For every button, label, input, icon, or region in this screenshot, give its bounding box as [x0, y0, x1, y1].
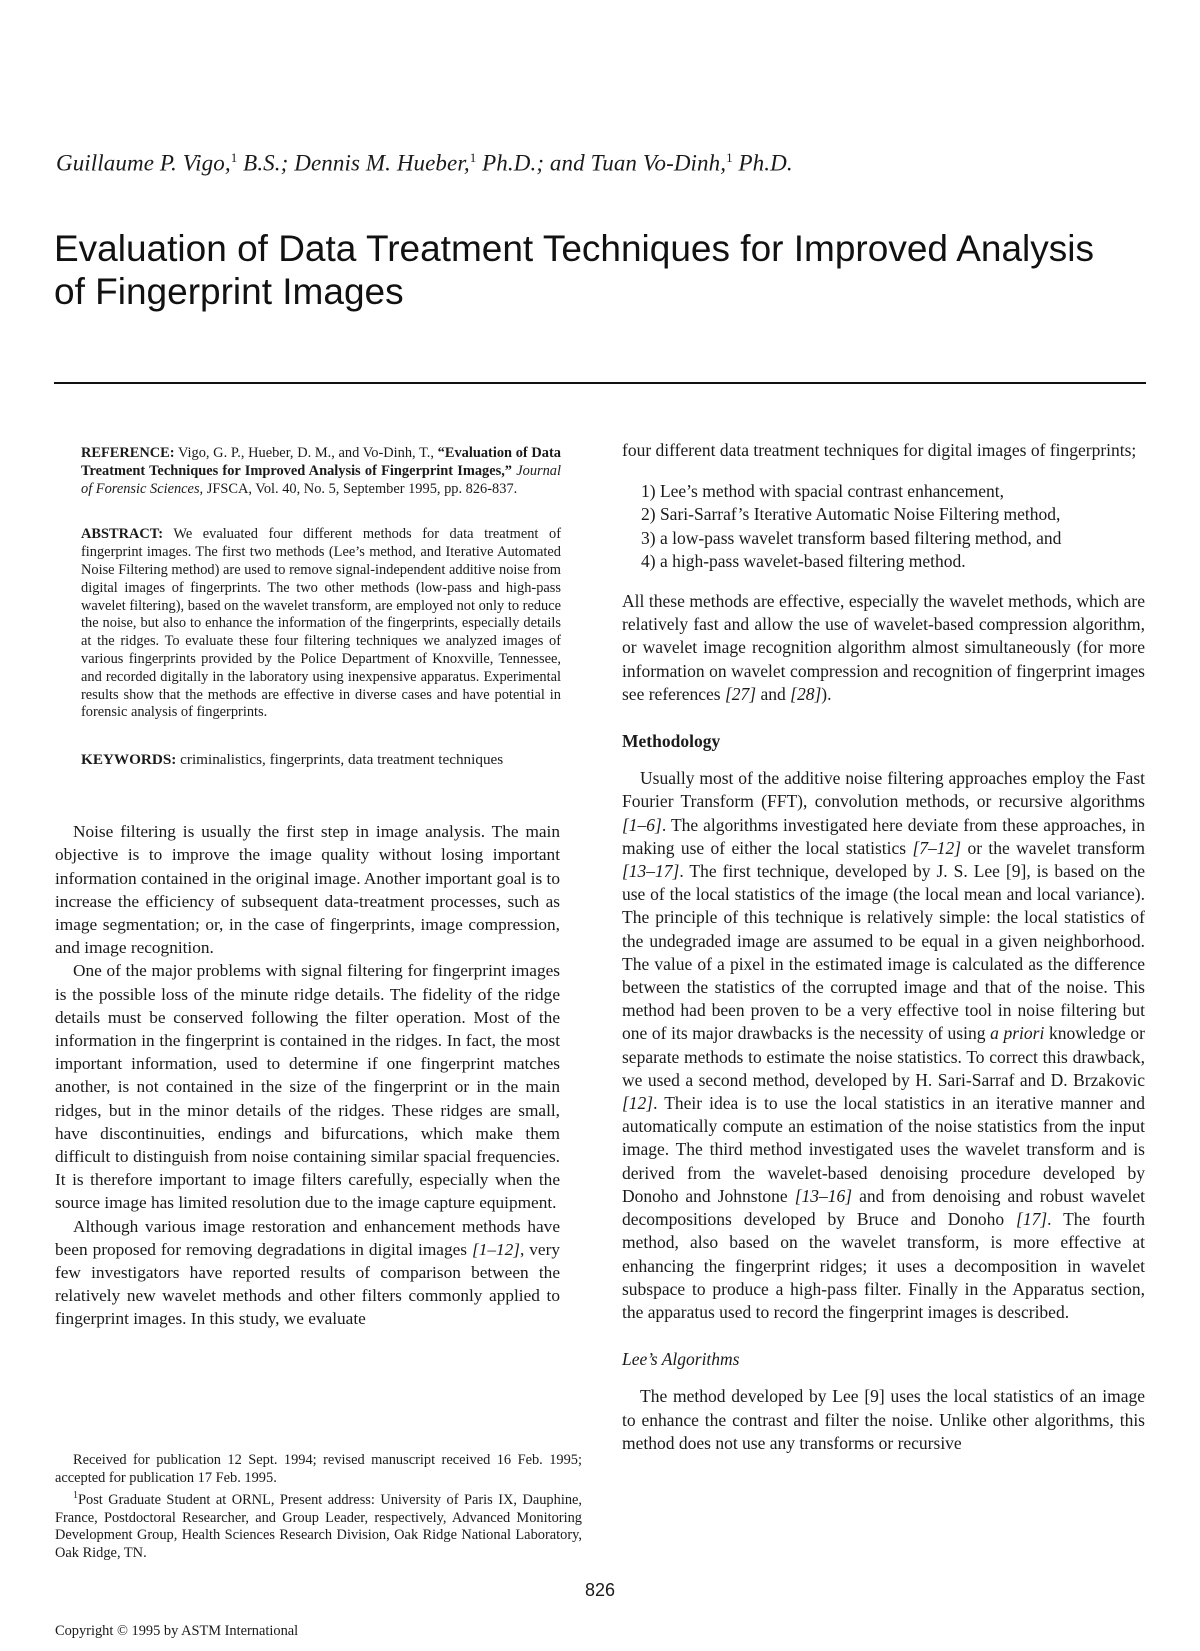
affiliation-text: Post Graduate Student at ORNL, Present address: University of Paris IX, Dauphine, France, Postdoctoral Researcher, and Group Leader, respectively, Advanced Monitoring Development Group, Health Sciences Research Division, Oak Ridge National Laboratory, Oak Ridge, TN. — [55, 1491, 582, 1561]
methods-list — [641, 480, 1145, 573]
list-item: 2) Sari-Sarraf’s Iterative Automatic Noise Filtering method, — [641, 504, 1061, 525]
abstract-label: ABSTRACT: — [81, 526, 164, 543]
affiliation-mark: 1 — [726, 150, 733, 165]
citation-ref: [27] — [724, 683, 757, 704]
paragraph-text: and from denoising and robust wavelet decompositions developed by Bruce and Donoho — [622, 1185, 1145, 1230]
title-line-1: Evaluation of Data Treatment Techniques for Improved Analysis — [54, 228, 1094, 269]
citation-ref: [12] — [622, 1093, 654, 1114]
paragraph-text: . The algorithms investigated here deviate from these approaches, in making use of either the local statistics — [622, 814, 1145, 858]
citation-ref: [1–12] — [471, 1239, 520, 1259]
author-degree: B.S.; — [237, 150, 295, 176]
intro-paragraph-1: Noise filtering is usually the first step in image analysis. The main objective is to improve the image quality without losing important information contained in the original image. Another important goal is to increase the efficiency of subsequent data-treatment processes, such as image segmentation; or, in the case of fingerprints, image compression, and image recognition. — [55, 822, 560, 958]
intro-paragraph-3 — [55, 1215, 560, 1331]
abstract-block — [81, 526, 561, 722]
paragraph-text: knowledge or separate methods to estimate the noise statistics. To correct this drawback, we used a second method, developed by H. Sari-Sarraf and D. Brzakovic — [622, 1023, 1145, 1090]
keywords-text: criminalistics, fingerprints, data treatment techniques — [176, 751, 504, 769]
citation-ref: [13–17] — [622, 861, 680, 882]
list-item: 3) a low-pass wavelet transform based filtering method, and — [641, 527, 1062, 548]
section-heading-methodology: Methodology — [622, 731, 721, 752]
methods-summary-paragraph — [622, 590, 1145, 706]
citation-ref: [7–12] — [912, 837, 962, 858]
paragraph-text: Although various image restoration and enhancement methods have been proposed for removing degradations in digital images — [55, 1216, 560, 1259]
intro-paragraph-2: One of the major problems with signal filtering for fingerprint images is the possible loss of the minute ridge details. The fidelity of the ridge details must be conserved following the filter operation. Most of the information in the fingerprint is contained in the ridges. In fact, the most important information, used to determine if one fingerprint matches another, is not contained in the size of the fingerprint or in the main ridges, but in the minor details of the ridges. These ridges are small, have discontinuities, endings and bifurcations, which make them difficult to distinguish from noise containing similar spacial frequencies. It is therefore important to image filters carefully, especially when the source image has limited resolution due to the image capture equipment. — [55, 961, 560, 1213]
introduction — [55, 820, 560, 1330]
paragraph-text: . The fourth method, also based on the wavelet transform, is more effective at enhancing the fingerprint ridges; it uses a decomposition in wavelet subspace to produce a high-pass filter. Finally in the Apparatus section, the apparatus used to record the fingerprint images is described. — [622, 1209, 1145, 1322]
citation-ref: [17] — [1016, 1209, 1048, 1230]
paragraph-text: and — [756, 683, 791, 704]
paragraph-text: or the wavelet transform — [961, 837, 1145, 858]
paragraph-text: . The first technique, developed by J. S. Lee [9], is based on the use of the local statistics of the image (the local mean and local variance). The principle of this technique is relatively simple: the local statistics of the undegraded image are assumed to be equal in a given neighborhood. The value of a pixel in the estimated image is calculated as the difference between the statistics of the corrupted image and that of the noise. This method had been proven to be a very effective tool in noise filtering but one of its major drawbacks is the necessity of using — [622, 861, 1145, 1044]
title-line-2: of Fingerprint Images — [54, 271, 404, 312]
author-degree: Ph.D. — [732, 150, 793, 176]
citation-ref: [13–16] — [794, 1185, 853, 1206]
reference-citation: JFSCA, Vol. 40, No. 5, September 1995, pp. 826-837. — [203, 480, 518, 497]
affiliation-mark: 1 — [469, 150, 477, 165]
right-column — [622, 439, 1145, 1455]
continued-paragraph: four different data treatment techniques for digital images of fingerprints; — [622, 440, 1137, 460]
page-number: 826 — [584, 1580, 616, 1600]
abstract-text: We evaluated four different methods for data treatment of fingerprint images. The first two methods (Lee’s method, and Iterative Automated Noise Filtering method) are used to remove signal-independent additive noise from digital images of fingerprints. The two other methods (low-pass and high-pass wavelet filtering), based on the wavelet transform, are employed not only to reduce the noise, but also to enhance the information of the fingerprints, especially details at the ridges. To evaluate these four filtering techniques we analyzed images of various fingerprints provided by the Police Department of Knoxville, Tennessee, and recorded digitally in the laboratory using inexpensive apparatus. Experimental results show that the methods are effective in diverse cases and have potential in forensic analysis of fingerprints. — [81, 526, 561, 721]
author-name: Guillaume P. Vigo, — [56, 150, 231, 176]
footnotes — [55, 1452, 582, 1562]
list-item: 1) Lee’s method with spacial contrast enhancement, — [641, 481, 1004, 502]
emphasis: a priori — [990, 1023, 1045, 1044]
paragraph-text: , very few investigators have reported results of comparison between the relatively new wavelet methods and other filters commonly applied to fingerprint images. In this study, we evaluate — [55, 1239, 560, 1329]
footnote-mark: 1 — [73, 1490, 78, 1502]
keywords-label: KEYWORDS: — [81, 751, 177, 769]
keywords-block — [81, 750, 561, 769]
reference-authors: Vigo, G. P., Hueber, D. M., and Vo-Dinh, T., — [174, 445, 438, 461]
paragraph-text: All these methods are effective, especially the wavelet methods, which are relatively fast and allow the use of wavelet-based compression algorithm, or wavelet image recognition algorithm almost simultaneously (for more information on wavelet compression and recognition of fingerprint images see references — [622, 591, 1145, 704]
author-line — [56, 150, 1156, 177]
lee-paragraph: The method developed by Lee [9] uses the local statistics of an image to enhance the contrast and filter the noise. Unlike other algorithms, this method does not use any transforms or recursive — [622, 1386, 1145, 1453]
citation-ref: [28] — [790, 683, 822, 704]
reference-label: REFERENCE: — [81, 445, 175, 461]
affiliation-note — [55, 1487, 582, 1562]
subsection-heading-lee: Lee’s Algorithms — [622, 1349, 740, 1370]
author-degree: Ph.D.; and — [476, 150, 591, 176]
reference-title: “Evaluation of Data Treatment Techniques for Improved Analysis of Fingerprint Images,” — [81, 445, 561, 479]
list-item: 4) a high-pass wavelet-based filtering method. — [641, 550, 966, 571]
title-divider — [54, 382, 1146, 384]
author-name: Tuan Vo-Dinh, — [590, 150, 727, 176]
author-name: Dennis M. Hueber, — [294, 150, 470, 176]
copyright-notice: Copyright © 1995 by ASTM International — [55, 1623, 299, 1639]
paper-title — [54, 227, 1164, 313]
affiliation-mark: 1 — [230, 150, 238, 165]
paragraph-text: . Their idea is to use the local statistics in an iterative manner and automatically compute an estimation of the noise statistics from the input image. The third method investigated uses the wavelet transform and is derived from the wavelet-based denoising procedure developed by Donoho and Johnstone — [622, 1093, 1145, 1206]
reference-block — [81, 445, 561, 498]
citation-ref: [1–6] — [622, 814, 662, 835]
methodology-paragraph — [622, 767, 1145, 1324]
paragraph-text: Usually most of the additive noise filtering approaches employ the Fast Fourier Transform (FFT), convolution methods, or recursive algorithms — [622, 768, 1145, 812]
received-note: Received for publication 12 Sept. 1994; revised manuscript received 16 Feb. 1995; accepted for publication 17 Feb. 1995. — [55, 1452, 582, 1486]
left-column — [55, 445, 560, 1331]
paragraph-text: ). — [821, 683, 832, 704]
reference-journal: Journal of Forensic Sciences, — [81, 462, 561, 497]
